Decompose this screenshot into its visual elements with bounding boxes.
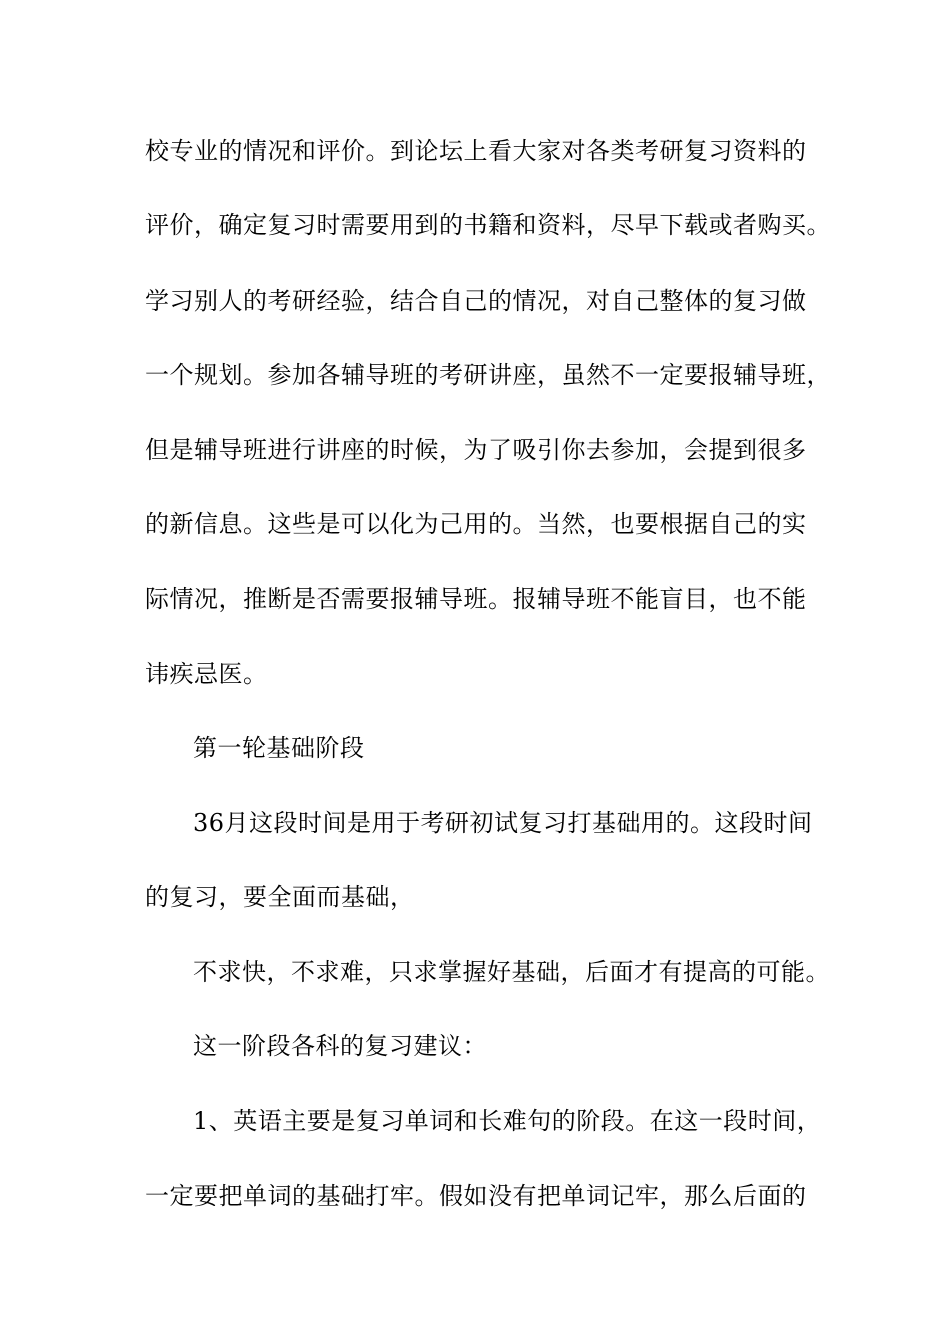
text-line: 36月这段时间是用于考研初试复习打基础用的。这段时间 xyxy=(193,809,813,837)
section-heading: 第一轮基础阶段 xyxy=(193,734,365,762)
text-line: 校专业的情况和评价。到论坛上看大家对各类考研复习资料的 xyxy=(145,137,807,165)
text-line: 一个规划。参加各辅导班的考研讲座，虽然不一定要报辅导班， xyxy=(145,361,831,389)
text-line: 这一阶段各科的复习建议： xyxy=(193,1032,487,1060)
text-line: 的复习，要全面而基础， xyxy=(145,883,415,911)
text-line: 际情况，推断是否需要报辅导班。报辅导班不能盲目，也不能 xyxy=(145,585,807,613)
list-item: 1、英语主要是复习单词和长难句的阶段。在这一段时间， xyxy=(193,1107,822,1135)
text-line: 讳疾忌医。 xyxy=(145,660,268,688)
text-line: 的新信息。这些是可以化为己用的。当然，也要根据自己的实 xyxy=(145,510,807,538)
text-line: 不求快，不求难，只求掌握好基础，后面才有提高的可能。 xyxy=(193,958,830,986)
text-line: 但是辅导班进行讲座的时候，为了吸引你去参加，会提到很多 xyxy=(145,436,807,464)
text-line: 一定要把单词的基础打牢。假如没有把单词记牢，那么后面的 xyxy=(145,1182,807,1210)
text-line: 学习别人的考研经验，结合自己的情况，对自己整体的复习做 xyxy=(145,287,807,315)
text-line: 评价，确定复习时需要用到的书籍和资料，尽早下载或者购买。 xyxy=(145,211,831,239)
